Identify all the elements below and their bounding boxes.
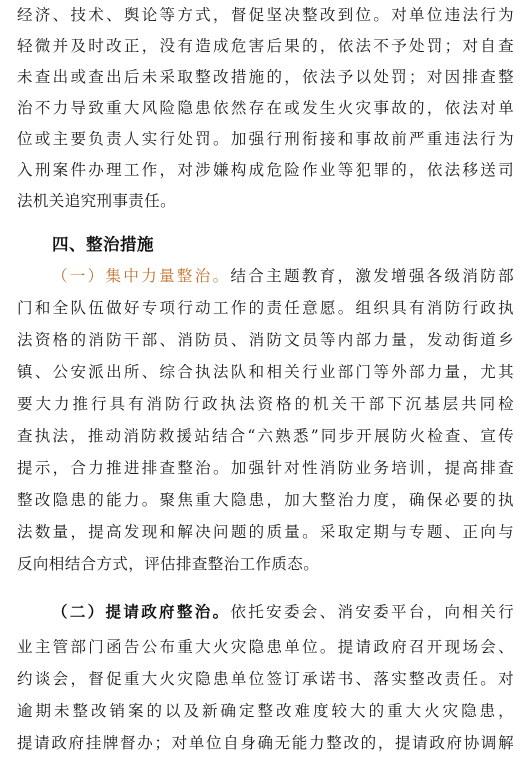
measure-1-first-line-text: 结合主题教育，激发增强各级消防部 xyxy=(230,267,514,285)
paragraph-line: 查执法，推动消防救援站结合“六熟悉”同步开展防火检查、宣传 xyxy=(17,427,514,445)
measure-1-first-line xyxy=(52,264,514,288)
section-heading: 四、整治措施 xyxy=(52,235,154,254)
paragraph-line: 业主管部门函告公布重大火灾隐患单位。提请政府召开现场会、 xyxy=(17,638,514,656)
measure-2-first-line xyxy=(52,600,514,624)
paragraph-line: 法资格的消防干部、消防员、消防文员等内部力量，发动街道乡 xyxy=(17,331,514,349)
paragraph-line: 治不力导致重大风险隐患依然存在或发生火灾事故的，依法对单 xyxy=(17,99,514,117)
paragraph-line: 要大力推行具有消防行政执法资格的机关干部下沉基层共同检 xyxy=(17,395,514,413)
paragraph-line: 法机关追究刑事责任。 xyxy=(17,192,177,210)
paragraph-line: 提请政府挂牌督办；对单位自身确无能力整改的，提请政府协调解 xyxy=(17,734,514,752)
measure-2-first-line-text: 依托安委会、消安委平台，向相关行 xyxy=(230,603,514,621)
paragraph-line: 提示，合力推进排查整治。加强针对性消防业务培训，提高排查 xyxy=(17,459,514,477)
paragraph-line: 经济、技术、舆论等方式，督促坚决整改到位。对单位违法行为 xyxy=(17,6,514,24)
measure-2-title: （二）提请政府整治。 xyxy=(52,603,231,621)
paragraph-line: 反向相结合方式，评估排查整治工作质态。 xyxy=(17,555,320,573)
paragraph-line: 未查出或查出后未采取整改措施的，依法予以处罚；对因排查整 xyxy=(17,68,514,86)
paragraph-line: 轻微并及时改正，没有造成危害后果的，依法不予处罚；对自查 xyxy=(17,37,514,55)
paragraph-line: 法数量，提高发现和解决问题的质量。采取定期与专题、正向与 xyxy=(17,523,514,541)
measure-1-title: （一）集中力量整治。 xyxy=(52,267,231,285)
paragraph-line: 镇、公安派出所、综合执法队和相关行业部门等外部力量，尤其 xyxy=(17,363,514,381)
paragraph-line: 整改隐患的能力。聚焦重大隐患，加大整治力度，确保必要的执 xyxy=(17,491,514,509)
paragraph-line: 入刑案件办理工作，对涉嫌构成危险作业等犯罪的，依法移送司 xyxy=(17,161,514,179)
paragraph-line: 门和全队伍做好专项行动工作的责任意愿。组织具有消防行政执 xyxy=(17,299,514,317)
paragraph-line: 逾期未整改销案的以及新确定整改难度较大的重大火灾隐患， xyxy=(17,702,514,720)
paragraph-line: 约谈会，督促重大火灾隐患单位签订承诺书、落实整改责任。对 xyxy=(17,670,514,688)
paragraph-line: 位或主要负责人实行处罚。加强行刑衔接和事故前严重违法行为 xyxy=(17,130,514,148)
